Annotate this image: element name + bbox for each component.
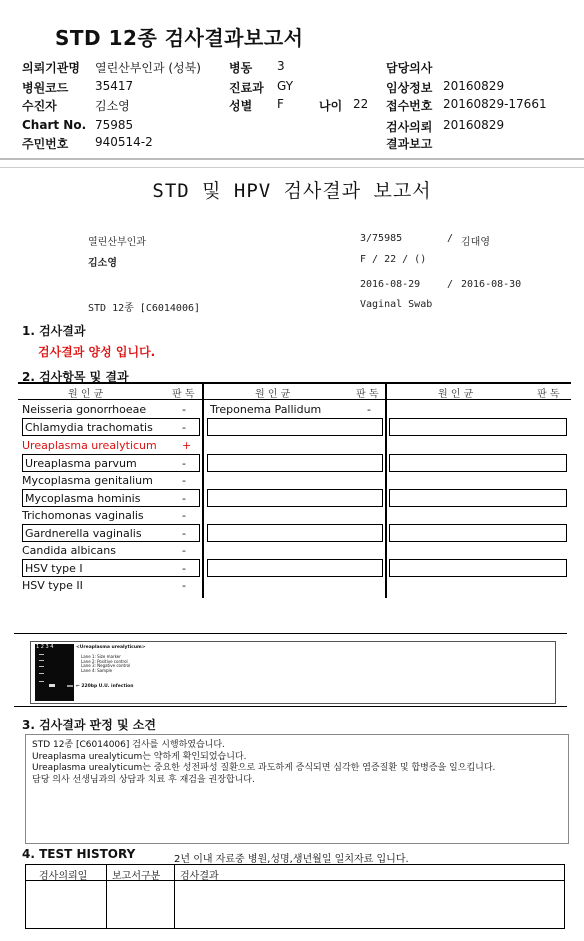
organism-name: Gardnerella vaginalis: [25, 527, 142, 540]
organism-name: Candida albicans: [22, 544, 116, 557]
history-note: 2년 이내 자료중 병원,성명,생년월일 일치자료 입니다.: [174, 854, 409, 865]
opinion-text: [32, 740, 562, 786]
gel-image: [35, 644, 74, 701]
empty-row-box: [207, 489, 383, 507]
organism-result: -: [182, 527, 186, 540]
table-top-rule: [18, 382, 571, 384]
report-title: STD 12종 검사결과보고서: [55, 26, 304, 50]
info-test: STD 12종 [C6014006]: [88, 303, 201, 314]
organism-name: Trichomonas vaginalis: [22, 509, 144, 522]
organism-result: -: [182, 562, 186, 575]
dept-value: GY: [277, 79, 294, 93]
gel-lane-labels: 1 2 3 4: [36, 644, 54, 650]
gel-bottom-rule: [14, 706, 567, 707]
header-divider-2: [0, 167, 584, 168]
section1-result: 검사결과 양성 입니다.: [38, 345, 156, 359]
doctor-label: 담당의사: [386, 61, 433, 75]
gel-legend-line: Lane 4: Sample: [81, 667, 113, 673]
empty-row-box: [207, 418, 383, 436]
organism-name: Mycoplasma hominis: [25, 492, 141, 505]
opinion-line: Ureaplasma urealyticum는 약하게 확인되었습니다.: [32, 751, 247, 762]
opinion-line: Ureaplasma urealyticum는 중요한 성전파성 질환으로 과도하게 증식되면 심각한 염증질환 및 합병증을 일으킵니다.: [32, 763, 496, 773]
history-col-date: 검사의뢰일: [39, 871, 88, 882]
organism-result: -: [182, 421, 186, 434]
gel-image-frame: [30, 641, 556, 704]
col3-organism-header: 원 인 균: [438, 389, 474, 400]
empty-row-box: [207, 559, 383, 577]
empty-row-box: [389, 524, 567, 542]
section4-title: 4. TEST HISTORY: [22, 847, 136, 861]
gel-legend-line: Lane 1: Size marker: [81, 654, 121, 659]
col1-organism-header: 원 인 균: [68, 389, 104, 400]
request-value: 20160829: [443, 118, 505, 132]
gel-legend: [81, 655, 130, 673]
organism-row: [22, 401, 200, 418]
gel-marker-band: [39, 666, 44, 667]
info-slash: /: [447, 233, 454, 244]
section3-title: 3. 검사결과 판정 및 소견: [22, 718, 156, 732]
organism-name: HSV type II: [22, 579, 83, 592]
organism-name: Ureaplasma parvum: [25, 457, 137, 470]
info-doctor: 김대영: [461, 237, 490, 248]
gel-positive-band: [49, 684, 55, 687]
col1-judge-header: 판 독: [172, 389, 195, 400]
organism-result: -: [367, 403, 371, 416]
hospcode-label: 병원코드: [22, 81, 69, 95]
empty-row-box: [389, 489, 567, 507]
gel-top-rule: [14, 633, 567, 634]
info-date1: 2016-08-29: [360, 279, 421, 290]
empty-row-box: [207, 524, 383, 542]
history-col-type: 보고서구분: [112, 871, 161, 882]
history-col-divider: [174, 865, 175, 928]
organism-result-positive: +: [182, 439, 192, 452]
receipt-value: 20160829-17661: [443, 97, 547, 111]
organism-name: Mycoplasma genitalium: [22, 474, 153, 487]
hospcode-value: 35417: [95, 79, 134, 93]
gel-marker-band: [39, 654, 44, 655]
history-col-result: 검사결과: [180, 871, 219, 882]
gel-sample-band: [67, 685, 73, 687]
column-divider-1: [202, 384, 204, 598]
clinical-label: 임상정보: [386, 81, 433, 95]
sex-label: 성별: [229, 99, 253, 113]
clinical-value: 20160829: [443, 79, 505, 93]
organism-name: Neisseria gonorrhoeae: [22, 403, 147, 416]
section2-title: 2. 검사항목 및 결과: [22, 370, 129, 384]
gel-band-annotation: ← 220bp U.U. infection: [76, 684, 134, 689]
info-specimen: Vaginal Swab: [360, 299, 433, 310]
info-id: 3/75985: [360, 233, 403, 244]
organism-result: -: [182, 457, 186, 470]
col2-judge-header: 판 독: [356, 389, 379, 400]
gel-title: <Ureaplasma urealyticum>: [76, 645, 146, 650]
empty-row-box: [389, 418, 567, 436]
organism-name-positive: Ureaplasma urealyticum: [22, 439, 157, 452]
age-value: 22: [353, 97, 369, 111]
organism-result: -: [182, 403, 186, 416]
patient-label: 수진자: [22, 99, 57, 113]
organism-name: Treponema Pallidum: [210, 403, 322, 416]
info-slash-2: /: [447, 279, 454, 290]
ssn-label: 주민번호: [22, 137, 69, 151]
report-subtitle: STD 및 HPV 검사결과 보고서: [152, 180, 432, 202]
history-table: [25, 864, 565, 929]
col3-judge-header: 판 독: [537, 389, 560, 400]
inst-value: 열린산부인과 (성북): [95, 61, 201, 75]
empty-row-box: [207, 454, 383, 472]
age-label: 나이: [319, 99, 343, 113]
chart-value: 75985: [95, 118, 134, 132]
history-col-divider: [106, 865, 107, 928]
organism-result: -: [182, 544, 186, 557]
organism-result: -: [182, 579, 186, 592]
info-sex-age: F / 22 / (): [360, 254, 427, 265]
ward-value: 3: [277, 59, 285, 73]
dept-label: 진료과: [229, 81, 264, 95]
organism-result: -: [182, 492, 186, 505]
opinion-box: [25, 734, 569, 844]
organism-result: -: [182, 509, 186, 522]
opinion-line: 담당 의사 선생님과의 상담과 치료 후 재검을 권장합니다.: [32, 774, 255, 785]
info-clinic: 열린산부인과: [88, 237, 146, 248]
sex-value: F: [277, 97, 284, 111]
ssn-value: 940514-2: [95, 135, 153, 149]
gel-legend-line: Lane 3: Negative control: [81, 663, 131, 668]
request-label: 검사의뢰: [386, 120, 433, 134]
info-date2: 2016-08-30: [461, 279, 522, 290]
inst-label: 의뢰기관명: [22, 61, 80, 75]
empty-row-box: [389, 559, 567, 577]
organism-name: Chlamydia trachomatis: [25, 421, 153, 434]
info-patient: 김소영: [88, 258, 117, 269]
organism-result: -: [182, 474, 186, 487]
header-divider: [0, 158, 584, 160]
receipt-label: 접수번호: [386, 99, 433, 113]
col2-organism-header: 원 인 균: [255, 389, 291, 400]
ward-label: 병동: [229, 61, 253, 75]
gel-marker-band: [39, 681, 44, 682]
gel-marker-band: [39, 673, 44, 674]
chart-label: Chart No.: [22, 118, 87, 132]
result-label: 결과보고: [386, 137, 433, 151]
opinion-line: STD 12종 [C6014006] 검사를 시행하였습니다.: [32, 740, 225, 750]
column-divider-2: [385, 384, 387, 598]
organism-name: HSV type I: [25, 562, 83, 575]
gel-legend-line: Lane 2: Positive control: [81, 658, 128, 664]
patient-value: 김소영: [95, 99, 130, 113]
empty-row-box: [389, 454, 567, 472]
section1-title: 1. 검사결과: [22, 324, 86, 338]
gel-marker-band: [39, 660, 44, 661]
